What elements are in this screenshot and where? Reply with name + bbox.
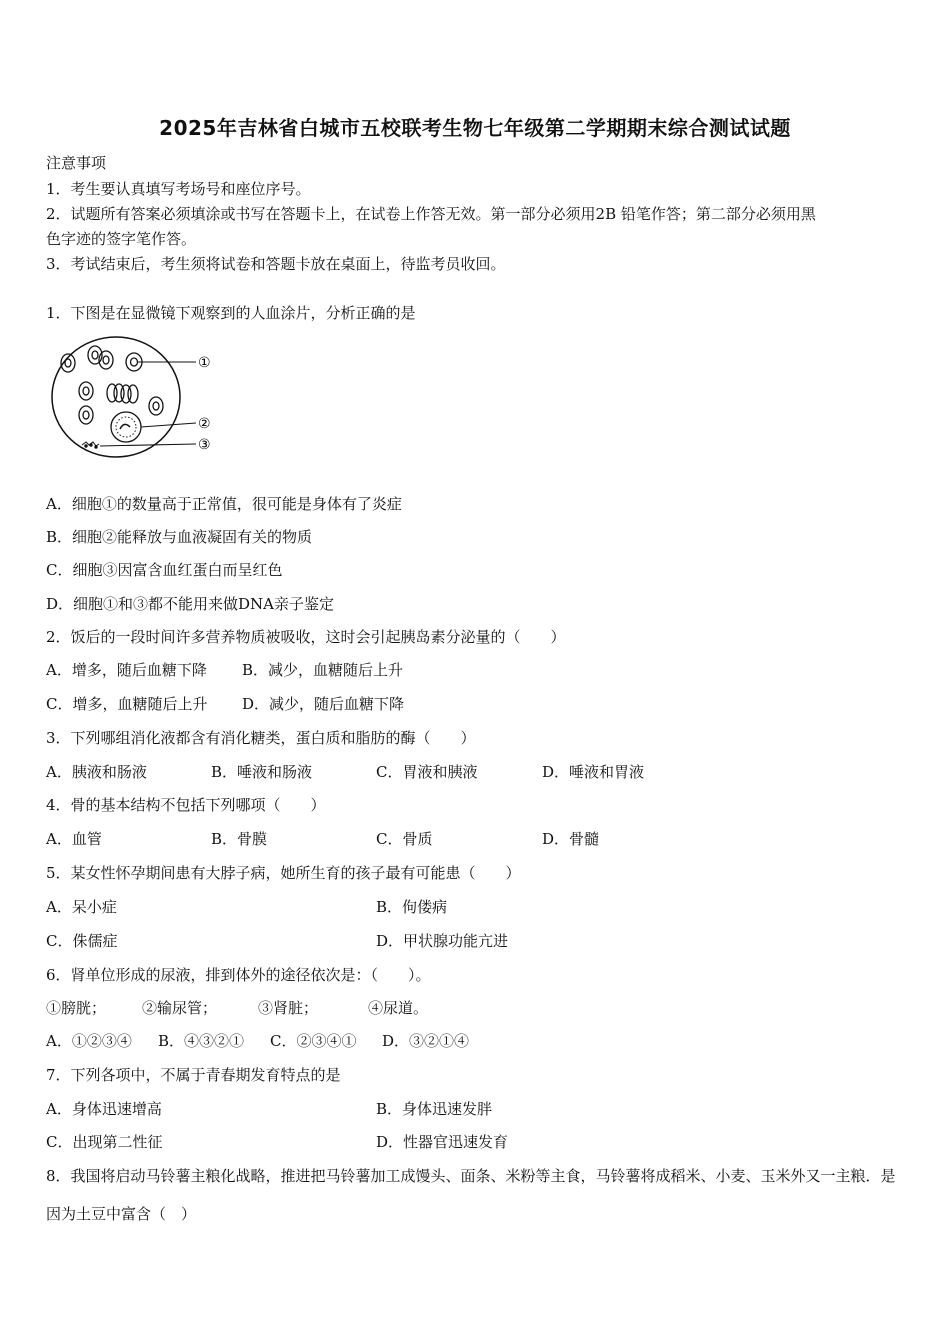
page-title: 2025年吉林省白城市五校联考生物七年级第二学期期末综合测试试题 [159,116,791,140]
item: ②输尿管； [142,999,218,1017]
label-2: ② [198,416,211,432]
option: C．细胞③因富含血红蛋白而呈红色 [46,561,283,579]
option: C．增多，血糖随后上升 [46,695,208,713]
option: B．身体迅速发胖 [376,1100,493,1118]
item: ①膀胱； [46,999,107,1017]
option: D．③②①④ [382,1032,470,1050]
notice-item: 3．考试结束后，考生须将试卷和答题卡放在桌面上，待监考员收回。 [46,255,506,273]
notice-heading: 注意事项 [46,154,107,172]
label-1: ① [198,355,211,371]
option: A．细胞①的数量高于正常值，很可能是身体有了炎症 [46,495,402,513]
option: D．甲状腺功能亢进 [376,932,509,950]
option: D．唾液和胃液 [542,763,645,781]
option: B．骨膜 [211,830,268,848]
option: D．减少，随后血糖下降 [242,695,405,713]
notice-item: 1．考生要认真填写考场号和座位序号。 [46,180,311,198]
question-4-options [46,828,916,850]
question-6-stem: 6．肾单位形成的尿液，排到体外的途径依次是：（ ）。 [46,966,431,984]
question-5-stem: 5．某女性怀孕期间患有大脖子病，她所生育的孩子最有可能患（ ） [46,864,521,882]
option: A．增多，随后血糖下降 [46,661,207,679]
option: C．出现第二性征 [46,1133,163,1151]
blood-smear-figure [46,333,226,463]
option: C．侏儒症 [46,932,118,950]
question-7-options-row-1 [46,1098,916,1120]
option: A．呆小症 [46,898,117,916]
notice-item: 色字迹的签字笔作答。 [46,230,197,248]
option: A．身体迅速增高 [46,1100,162,1118]
option: B．④③②① [158,1032,245,1050]
question-2-options-row-2 [46,693,916,715]
option: D．性器官迅速发育 [376,1133,509,1151]
question-2-options-row-1 [46,659,916,681]
option: C．②③④① [270,1032,357,1050]
question-5-options-row-1 [46,896,916,918]
item: ③肾脏； [258,999,319,1017]
notice-item: 2．试题所有答案必须填涂或书写在答题卡上，在试卷上作答无效。第一部分必须用2B 铅笔作答；第二部分必须用黑 [46,205,816,223]
option: A．①②③④ [46,1032,132,1050]
question-4-stem: 4．骨的基本结构不包括下列哪项（ ） [46,796,326,814]
question-1-stem: 1．下图是在显微镜下观察到的人血涂片，分析正确的是 [46,304,416,322]
option: C．胃液和胰液 [376,763,478,781]
question-7-stem: 7．下列各项中，不属于青春期发育特点的是 [46,1066,341,1084]
question-6-options [46,1030,916,1052]
label-3: ③ [198,437,211,453]
option: D．骨髓 [542,830,600,848]
question-3-stem: 3．下列哪组消化液都含有消化糖类，蛋白质和脂肪的酶（ ） [46,729,476,747]
option: D．细胞①和③都不能用来做DNA亲子鉴定 [46,595,335,613]
question-2-stem: 2．饭后的一段时间许多营养物质被吸收，这时会引起胰岛素分泌量的（ ） [46,628,566,646]
option: B．减少，血糖随后上升 [242,661,404,679]
option: C．骨质 [376,830,433,848]
question-6-items [46,997,916,1019]
option: A．胰液和肠液 [46,763,147,781]
question-7-options-row-2 [46,1131,916,1153]
option: B．细胞②能释放与血液凝固有关的物质 [46,528,313,546]
option: B．唾液和肠液 [211,763,313,781]
item: ④尿道。 [368,999,429,1017]
option: A．血管 [46,830,102,848]
option: B．佝偻病 [376,898,448,916]
question-5-options-row-2 [46,930,916,952]
question-3-options [46,761,916,783]
blood-smear-diagram [46,333,226,463]
question-8-stem: 8．我国将启动马铃薯主粮化战略，推进把马铃薯加工成馒头、面条、米粉等主食，马铃薯将成稻米、小麦、玉米外又一主粮．是因为土豆中富含（ ） [46,1167,896,1223]
